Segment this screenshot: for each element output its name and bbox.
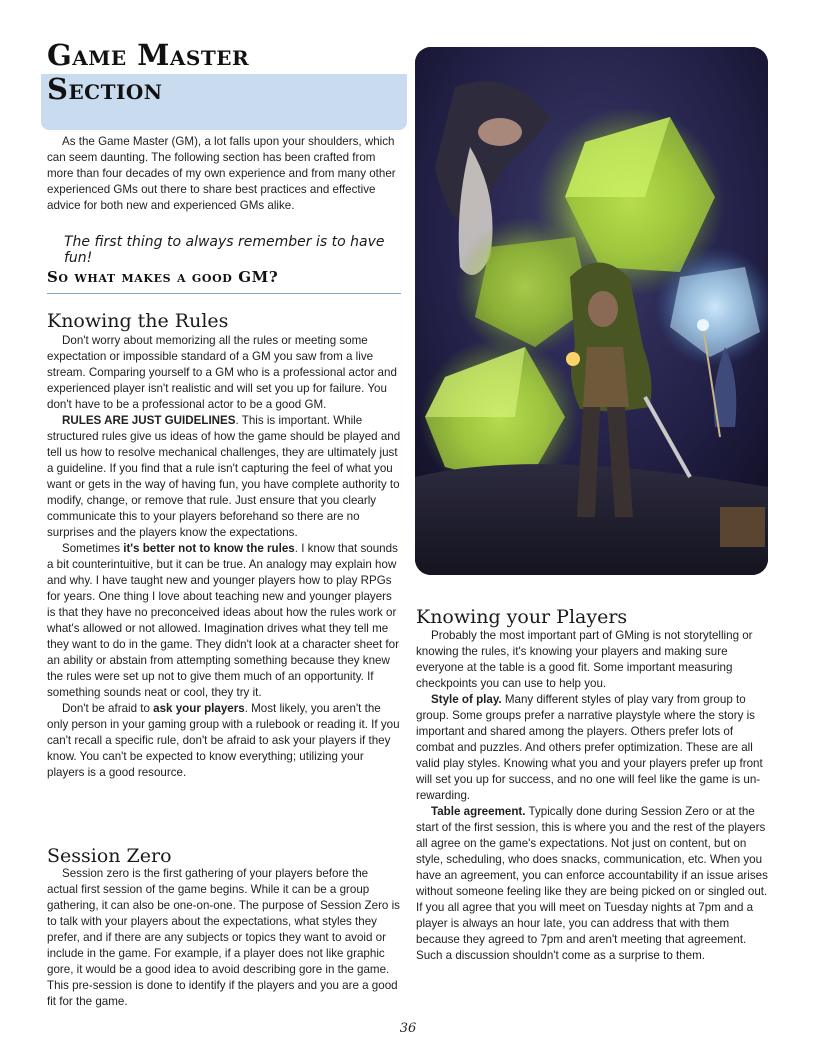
knowing-rules-p1: Don't worry about memorizing all the rules or meeting some expectation or impossible standard of a GM you saw from a live stream. Comparing yourself to a GM who is a professional actor and experienced player isn't realistic and will set you up for failure. You don't have to be a professional actor to be a good GM. — [47, 334, 397, 411]
knowing-players-p1: Probably the most important part of GMing is not storytelling or knowing the rules, it's knowing your players and making sure everyone at the table is a good fit. Some important measuring checkpoints you can use to help you. — [416, 629, 753, 690]
knowing-players-p2 — [416, 692, 770, 804]
knowing-rules-p4-pre: Don't be afraid to — [62, 702, 154, 715]
page-title — [47, 38, 397, 106]
knowing-rules-body — [47, 333, 401, 781]
session-zero-body — [47, 866, 401, 1010]
page-title-line1: Game Master — [47, 38, 250, 72]
knowing-players-p2-rest: Many different styles of play vary from group to group. Some groups prefer a narrative playstyle where the story is important and shared among the players. Others prefer lots of combat and puzzles. And others prefer optimization. These are all valid play styles. Knowing what you and your players prefer up front will set you up for success, and no one will feel like the game is un-rewarding. — [416, 693, 763, 802]
intro-block — [47, 134, 401, 214]
knowing-rules-p2 — [47, 413, 401, 541]
knowing-rules-p4-rest: . Most likely, you aren't the only person in your gaming group with a rulebook or reading it. If you can't recall a specific rule, don't be afraid to ask your players if they know. You can't be expected to know everything; utilizing your players is a good resource. — [47, 702, 400, 779]
intro-paragraph: As the Game Master (GM), a lot falls upon your shoulders, which can seem daunting. The following section has been crafted from more than four decades of my own experience and from many other experienced GMs out there to share best practices and effective advice for both new and experienced GMs alike. — [47, 135, 396, 212]
knowing-players-p3-rest: Typically done during Session Zero or at the start of the first session, this is where you and the rest of the players all agree on the game's expectations. Not just on content, but on style, scheduling, who does snacks, communication, etc. When you have an agreement, you can enforce accountability if an issue arises without someone feeling like they are being picked on or singled out. If you all agree that you will meet on Tuesday nights at 7pm and a player is always an hour late, you can address that with them because they agreed to 7pm and aren't meeting that agreement. Such a discussion shouldn't come as a surprise to them. — [416, 805, 768, 962]
knowing-players-body — [416, 628, 770, 964]
knowing-players-p3 — [416, 804, 770, 964]
callout-text: The first thing to always remember is to have fun! — [64, 234, 385, 266]
knowing-rules-p3 — [47, 541, 401, 701]
knowing-rules-p3-rest: . I know that sounds a bit counterintuitive, but it can be true. An analogy may explain how and why. I have taught new and younger players how to play RPGs for years. One thing I love about teaching new and younger players is that they have no preconceived ideas about how the rules work or what's allowed or not allowed. Imagination drives what they tell me they want to do in the game. They didn't look at a character sheet for an ability or abstain from attempting something because they knew the rules were set up not to give them much of an opportunity. If something sounds neat or cool, they try it. — [47, 542, 399, 699]
knowing-rules-p3-bold: it's better not to know the rules — [123, 542, 295, 555]
knowing-rules-p4 — [47, 701, 401, 781]
knowing-rules-p3-pre: Sometimes — [62, 542, 124, 555]
section-subhead: So what makes a good GM? — [47, 268, 279, 286]
knowing-players-p2-bold: Style of play. — [431, 693, 502, 706]
page-title-line2: Section — [47, 72, 163, 106]
knowing-rules-p4-bold: ask your players — [153, 702, 245, 715]
heading-knowing-players: Knowing your Players — [416, 606, 628, 628]
knowing-rules-p2-rest: . This is important. While structured rules give us ideas of how the game should be played and tell us how to resolve mechanical challenges, they are ultimately just a guideline. If you find that a rule isn't capturing the feel of what you want or gets in the way of having fun, you have complete authority to modify, change, or remove that rule. Just ensure that you clearly communicate this to your players beforehand so there are no surprises and the players know the expectations. — [47, 414, 401, 539]
fantasy-illustration — [415, 47, 768, 575]
knowing-players-p3-bold: Table agreement. — [431, 805, 526, 818]
illustration-graphic — [415, 47, 768, 575]
heading-knowing-rules: Knowing the Rules — [47, 310, 229, 332]
subhead-rule — [47, 293, 401, 294]
page-number: 36 — [399, 1021, 417, 1036]
session-zero-p1: Session zero is the first gathering of your players before the actual first session of the game begins. While it can be a group gathering, it can also be one-on-one. The purpose of Session Zero is to talk with your players about the expectations, what styles they prefer, and if there are any subjects or topics they want to avoid or include in the game. For example, if a player does not like graphic gore, it would be a good idea to avoid describing gore in the game. This pre-session is done to identify if the players and you are a good fit for the game. — [47, 867, 400, 1008]
knowing-rules-p2-bold: RULES ARE JUST GUIDELINES — [62, 414, 236, 427]
heading-session-zero: Session Zero — [47, 845, 172, 867]
